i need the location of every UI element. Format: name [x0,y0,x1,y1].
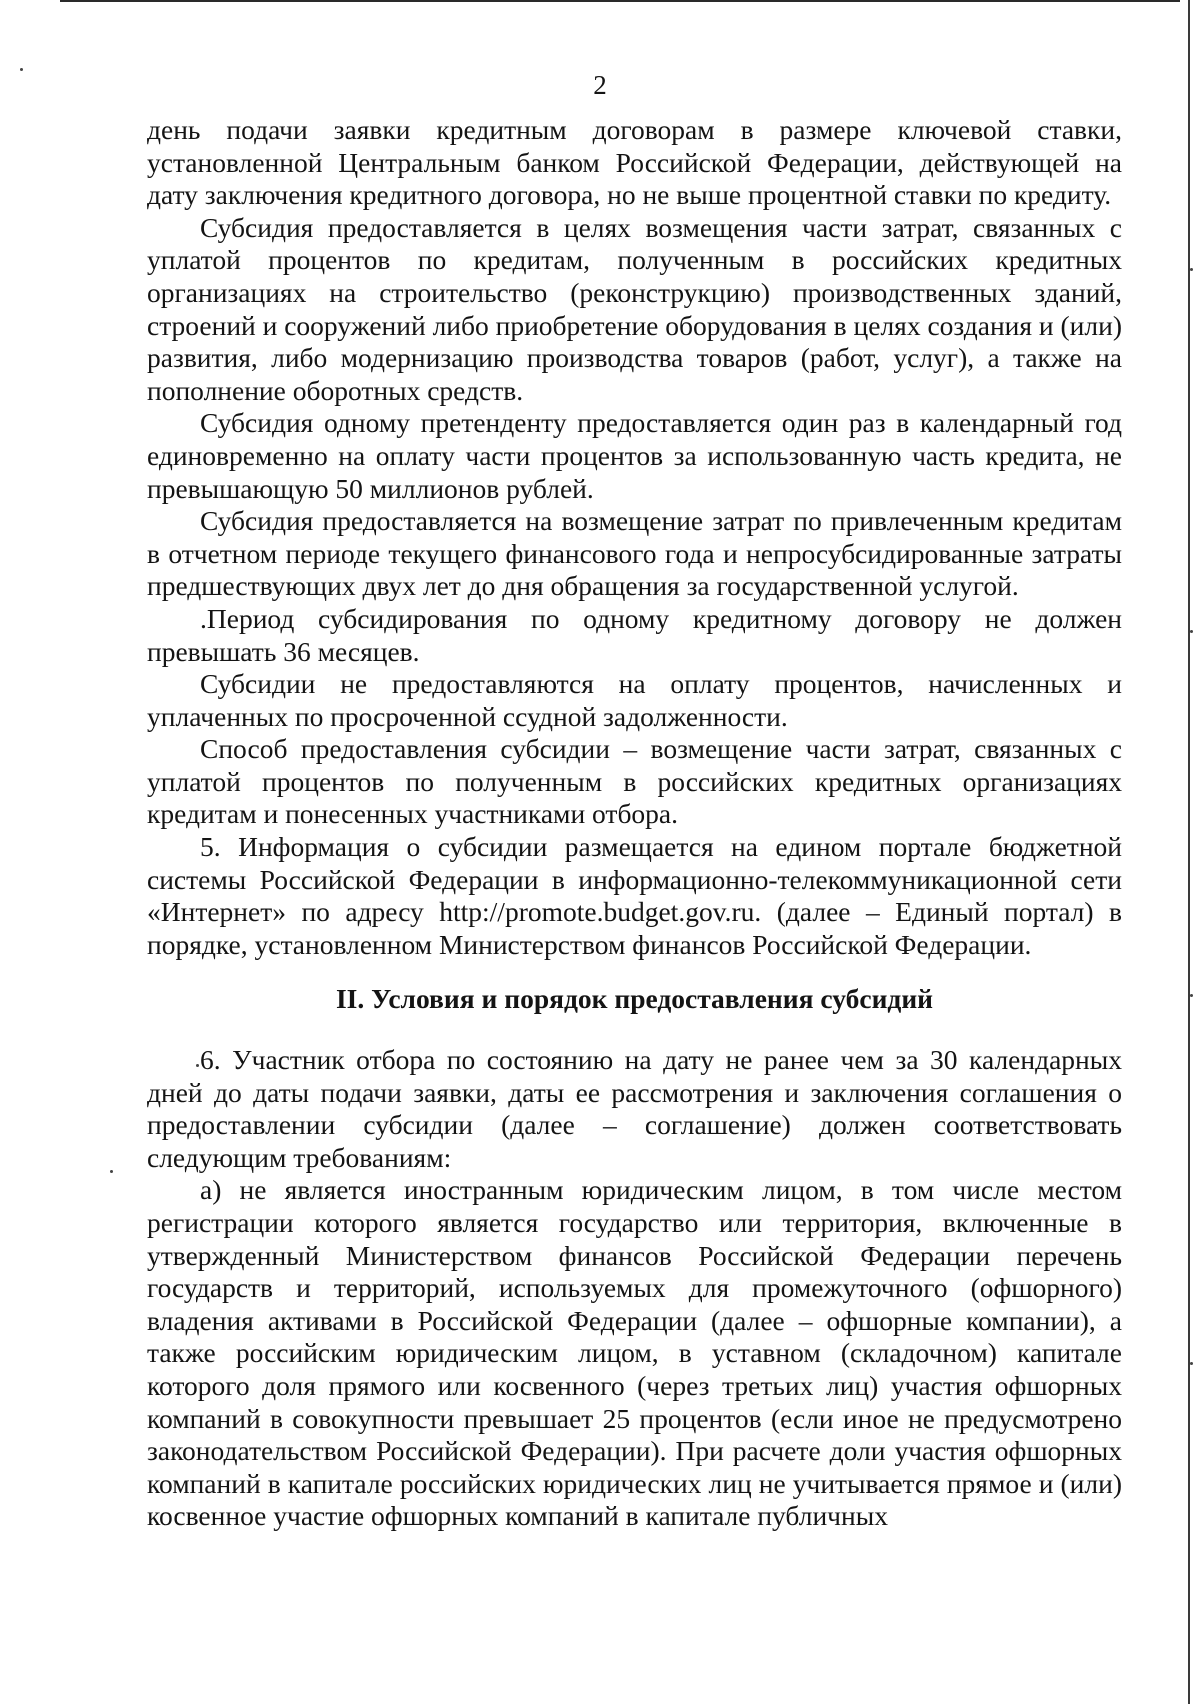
page-number: 2 [593,70,607,100]
paragraph: Субсидия предоставляется в целях возмещения части затрат, связанных с уплатой процентов по кредитам, полученным в российских кредитных организациях на строительство (реконструкцию) производственных зданий, строений и сооружений либо приобретение оборудования в целях создания и (или) развития, либо модернизацию производства товаров (работ, услуг), а также на пополнение оборотных средств. [147,211,1122,406]
scan-speck [1190,268,1193,271]
scan-speck [1190,994,1193,997]
paragraph: а) не является иностранным юридическим лицом, в том числе местом регистрации которого является государство или территория, включенные в утвержденный Министерством финансов Российской Федерации перечень государств и территорий, используемых для промежуточного (офшорного) владения активами в Российской Федерации (далее – офшорные компании), а также российским юридическим лицом, в уставном (складочном) капитале которого доля прямого или косвенного (через третьих лиц) участия офшорных компаний в совокупности превышает 25 процентов (если иное не предусмотрено законодательством Российской Федерации). При расчете доли участия офшорных компаний в капитале российских юридических лиц не учитывается прямое и (или) косвенное участие офшорных компаний в капитале публичных [147,1174,1122,1532]
paragraph: 5. Информация о субсидии размещается на едином портале бюджетной системы Российской Федерации в информационно-телекоммуникационной сети «Интернет» по адресу http://promote.budget.gov.ru. (далее – Единый портал) в порядке, установленном Министерством финансов Российской Федерации. [147,831,1122,960]
paragraph: Способ предоставления субсидии – возмещение части затрат, связанных с уплатой процентов по полученным в российских кредитных организациях кредитам и понесенных участниками отбора. [147,733,1122,830]
paragraph: .Период субсидирования по одному кредитному договору не должен превышать 36 месяцев. [147,602,1122,667]
paragraph: Субсидии не предоставляются на оплату процентов, начисленных и уплаченных по просроченной ссудной задолженности. [147,668,1122,732]
document-body [147,114,1122,1533]
paragraph: 6. Участник отбора по состоянию на дату не ранее чем за 30 календарных дней до даты подачи заявки, даты ее рассмотрения и заключения соглашения о предоставлении субсидии (далее – соглашение) должен соответствовать следующим требованиям: [147,1044,1122,1173]
scan-edge-top [60,0,1180,2]
scan-speck [110,1170,113,1173]
scan-edge-right [1188,0,1190,1704]
section-heading: II. Условия и порядок предоставления субсидий [335,983,934,1015]
paragraph: Субсидия одному претенденту предоставляется один раз в календарный год единовременно на оплату части процентов за использованную часть кредита, не превышающую 50 миллионов рублей. [147,407,1122,504]
paragraph: день подачи заявки кредитным договорам в размере ключевой ставки, установленной Центральным банком Российской Федерации, действующей на дату заключения кредитного договора, но не выше процентной ставки по кредиту. [147,114,1122,211]
scan-speck [1190,1362,1193,1365]
paragraph: Субсидия предоставляется на возмещение затрат по привлеченным кредитам в отчетном периоде текущего финансового года и непросубсидированные затраты предшествующих двух лет до дня обращения за государственной услугой. [147,505,1122,602]
scan-speck [1190,630,1193,633]
